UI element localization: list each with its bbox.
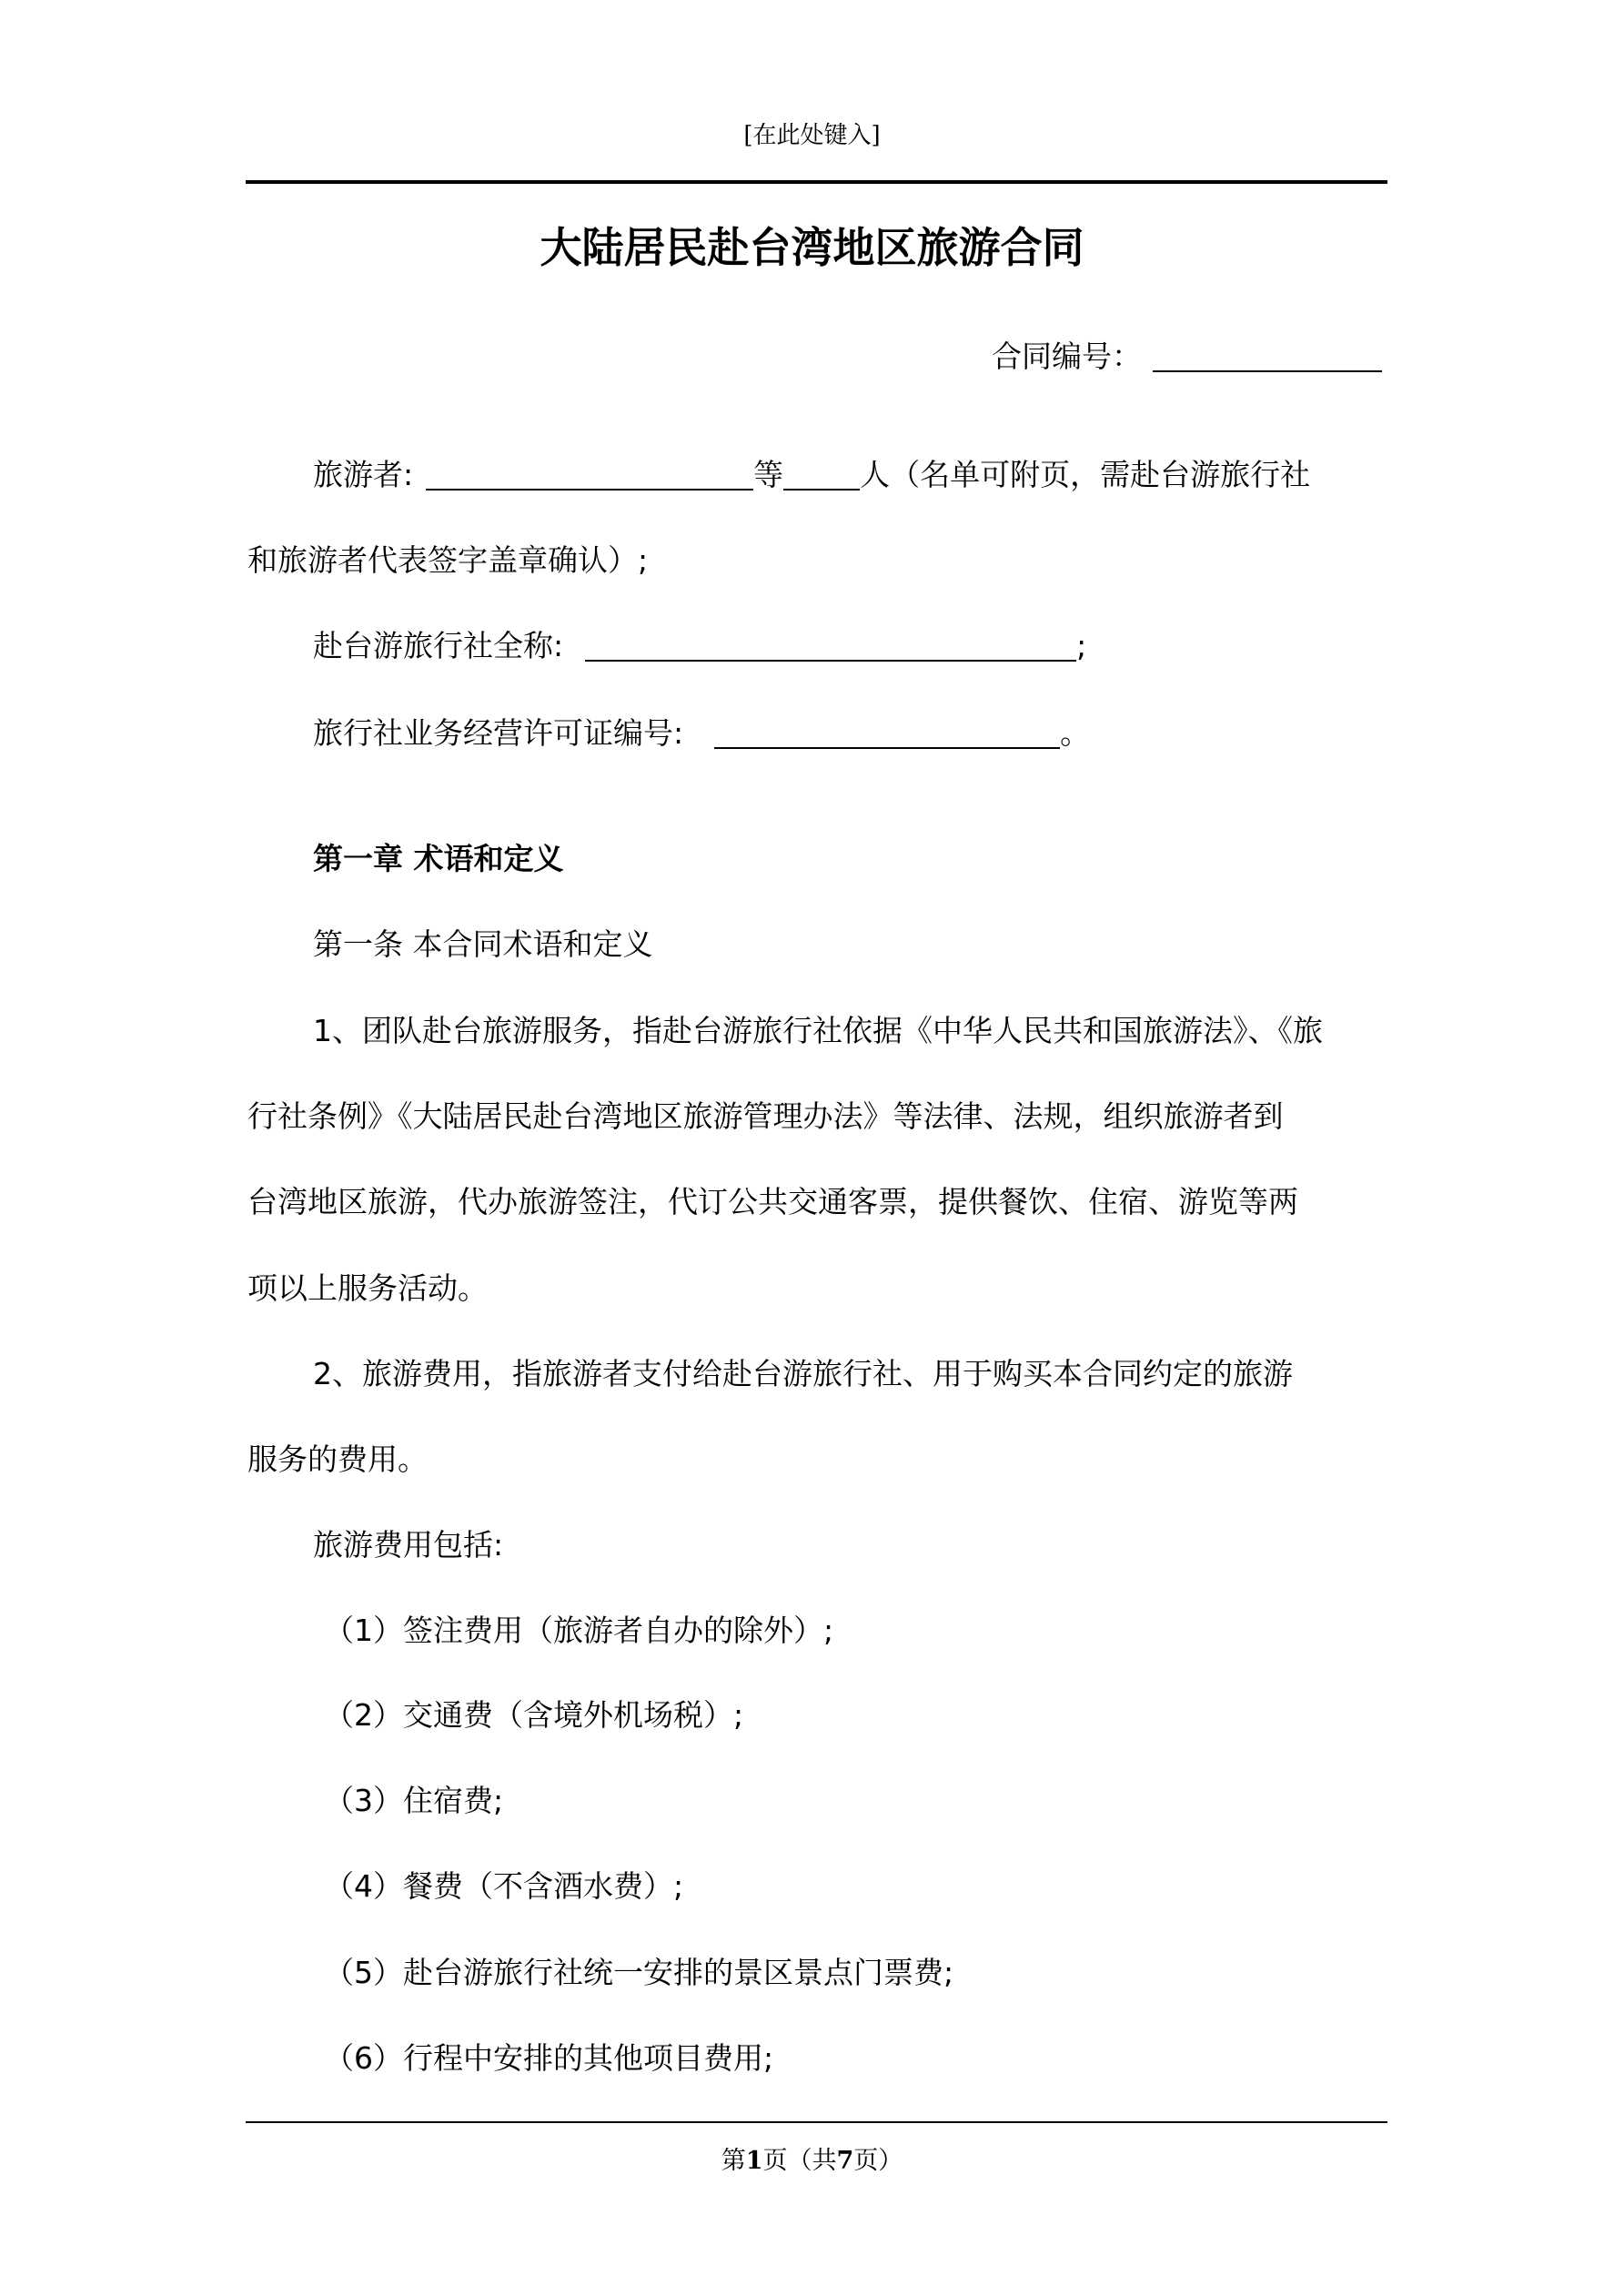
fee-item: （4）餐费（不含酒水费）; <box>324 1868 684 1904</box>
footer-divider <box>246 2121 1387 2123</box>
page-prefix: 第 <box>721 2147 746 2175</box>
contract-number-field[interactable] <box>1153 343 1382 372</box>
paragraph2-line: 2、旅游费用，指旅游者支付给赴台游旅行社、用于购买本合同约定的旅游 <box>313 1356 1293 1391</box>
license-number-field[interactable] <box>714 720 1060 749</box>
traveler-label: 旅游者: <box>313 457 414 492</box>
page-total: 7 <box>836 2147 854 2175</box>
page-number: 1 <box>745 2147 763 2175</box>
paragraph1-line: 1、团队赴台旅游服务，指赴台游旅行社依据《中华人民共和国旅游法》、《旅 <box>313 1013 1323 1048</box>
document-title: 大陆居民赴台湾地区旅游合同 <box>540 223 1084 272</box>
fee-item: （1）签注费用（旅游者自办的除外）; <box>324 1613 834 1648</box>
article-heading: 第一条 本合同术语和定义 <box>313 926 653 962</box>
traveler-name-field[interactable] <box>426 461 753 491</box>
page-header-placeholder[interactable]: [在此处键入] <box>743 122 881 149</box>
fee-item: （3）住宿费; <box>324 1783 504 1818</box>
fees-include-label: 旅游费用包括: <box>313 1527 504 1563</box>
traveler-middle-text: 等 <box>753 457 784 492</box>
agency-name-row <box>313 628 1086 664</box>
fee-item: （2）交通费（含境外机场税）; <box>324 1697 744 1733</box>
contract-number-row <box>992 339 1382 375</box>
contract-number-label: 合同编号： <box>992 339 1142 374</box>
agency-name-field[interactable] <box>585 632 1076 662</box>
paragraph1-line: 项以上服务活动。 <box>247 1270 488 1306</box>
traveler-suffix-text: 人（名单可附页，需赴台游旅行社 <box>860 457 1311 492</box>
traveler-continuation: 和旅游者代表签字盖章确认）; <box>247 542 649 578</box>
page-suffix: 页） <box>853 2147 903 2175</box>
paragraph1-line: 台湾地区旅游，代办旅游签注，代订公共交通客票，提供餐饮、住宿、游览等两 <box>247 1184 1298 1219</box>
license-label: 旅行社业务经营许可证编号: <box>313 715 684 751</box>
agency-name-label: 赴台游旅行社全称: <box>313 628 564 663</box>
fee-item: （6）行程中安排的其他项目费用; <box>324 2040 774 2076</box>
page-footer <box>0 2140 1624 2176</box>
paragraph2-line: 服务的费用。 <box>247 1441 428 1477</box>
license-row <box>313 715 1090 752</box>
traveler-count-field[interactable] <box>783 461 860 491</box>
agency-name-suffix: ; <box>1076 628 1087 663</box>
chapter-heading: 第一章 术语和定义 <box>313 841 564 876</box>
header-divider <box>246 180 1387 184</box>
fee-item: （5）赴台游旅行社统一安排的景区景点门票费; <box>324 1955 954 1990</box>
page-middle: 页（共 <box>762 2147 837 2175</box>
traveler-row <box>313 457 1310 493</box>
license-suffix: 。 <box>1060 715 1091 751</box>
paragraph1-line: 行社条例》《大陆居民赴台湾地区旅游管理办法》等法律、法规，组织旅游者到 <box>247 1098 1284 1134</box>
